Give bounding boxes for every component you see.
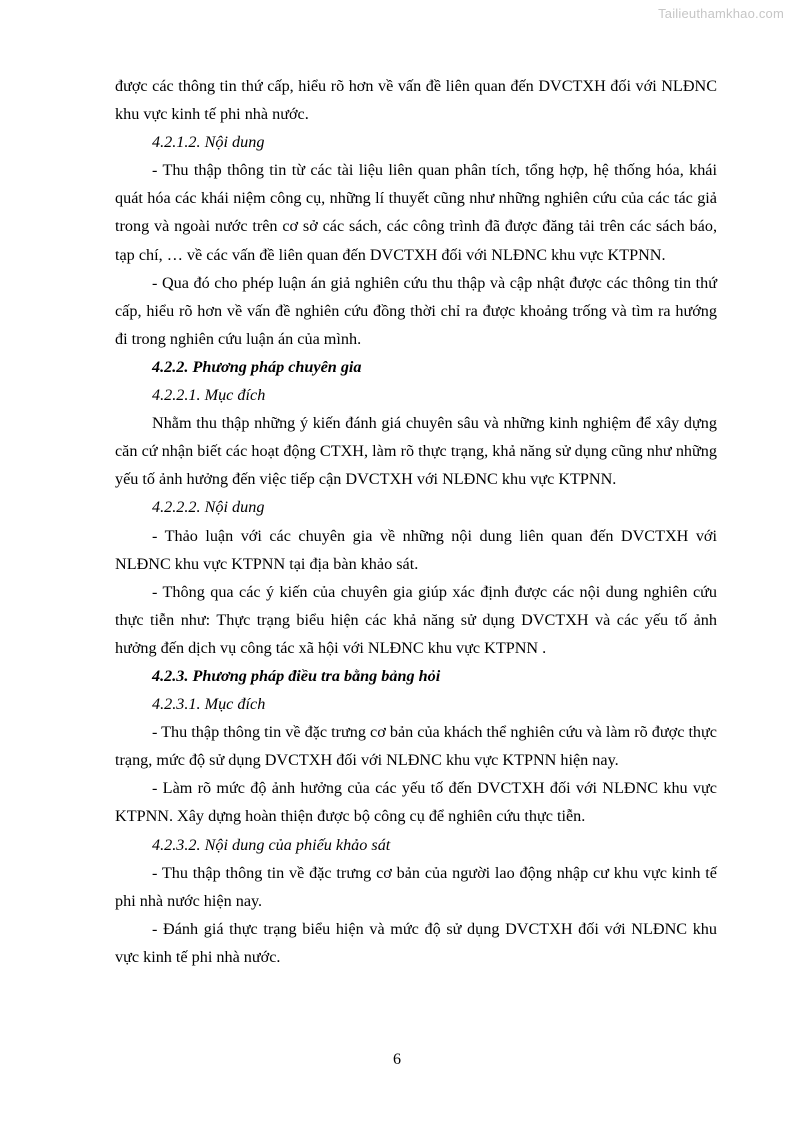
section-heading-4-2-3: 4.2.3. Phương pháp điều tra bằng bảng hỏi bbox=[152, 666, 441, 685]
section-heading-4-2-2: 4.2.2. Phương pháp chuyên gia bbox=[152, 357, 362, 376]
paragraph: - Qua đó cho phép luận án giả nghiên cứu thu thập và cập nhật được các thông tin thứ cấp, hiểu rõ hơn về vấn đề nghiên cứu đồng thời chỉ ra được khoảng trống và tìm ra hướng đi trong nghiên cứu luận án của mình. bbox=[115, 273, 717, 348]
paragraph: - Thu thập thông tin từ các tài liệu liên quan phân tích, tổng hợp, hệ thống hóa, khái quát hóa các khái niệm công cụ, những lí thuyết cũng như những nghiên cứu của các tác giả trong và ngoài nước trên cơ sở các sách, các công trình đã được đăng tải trên các sách báo, tạp chí, … về các vấn đề liên quan đến DVCTXH đối với NLĐNC khu vực KTPNN. bbox=[115, 161, 717, 264]
subsection-heading-4-2-2-1: 4.2.2.1. Mục đích bbox=[152, 386, 266, 405]
paragraph: - Đánh giá thực trạng biểu hiện và mức độ sử dụng DVCTXH đối với NLĐNC khu vực kinh tế phi nhà nước. bbox=[115, 919, 717, 966]
paragraph: Nhằm thu thập những ý kiến đánh giá chuyên sâu và những kinh nghiệm để xây dựng căn cứ nhận biết các hoạt động CTXH, làm rõ thực trạng, khả năng sử dụng cũng như những yếu tố ảnh hưởng đến việc tiếp cận DVCTXH với NLĐNC khu vực KTPNN. bbox=[115, 414, 717, 489]
paragraph: - Thảo luận với các chuyên gia về những nội dung liên quan đến DVCTXH với NLĐNC khu vực KTPNN tại địa bàn khảo sát. bbox=[115, 526, 717, 573]
paragraph: - Làm rõ mức độ ảnh hưởng của các yếu tố đến DVCTXH đối với NLĐNC khu vực KTPNN. Xây dựng hoàn thiện được bộ công cụ để nghiên cứu thực tiễn. bbox=[115, 779, 717, 826]
paragraph: - Thu thập thông tin về đặc trưng cơ bản của khách thể nghiên cứu và làm rõ được thực trạng, mức độ sử dụng DVCTXH đối với NLĐNC khu vực KTPNN hiện nay. bbox=[115, 723, 717, 770]
subsection-heading-4-2-1-2: 4.2.1.2. Nội dung bbox=[152, 133, 265, 152]
subsection-heading-4-2-3-1: 4.2.3.1. Mục đích bbox=[152, 695, 266, 714]
subsection-heading-4-2-2-2: 4.2.2.2. Nội dung bbox=[152, 498, 265, 517]
paragraph: - Thông qua các ý kiến của chuyên gia giúp xác định được các nội dung nghiên cứu thực tiễn như: Thực trạng biểu hiện các khả năng sử dụng DVCTXH và các yếu tố ảnh hưởng đến dịch vụ công tác xã hội với NLĐNC khu vực KTPNN . bbox=[115, 582, 717, 657]
watermark-text: Tailieuthamkhao.com bbox=[658, 6, 784, 21]
document-body bbox=[115, 72, 717, 971]
subsection-heading-4-2-3-2: 4.2.3.2. Nội dung của phiếu khảo sát bbox=[152, 835, 391, 854]
paragraph-continuation: được các thông tin thứ cấp, hiểu rõ hơn về vấn đề liên quan đến DVCTXH đối với NLĐNC khu vực kinh tế phi nhà nước. bbox=[115, 77, 717, 124]
page-number: 6 bbox=[393, 1051, 401, 1068]
paragraph: - Thu thập thông tin về đặc trưng cơ bản của người lao động nhập cư khu vực kinh tế phi nhà nước hiện nay. bbox=[115, 863, 717, 910]
